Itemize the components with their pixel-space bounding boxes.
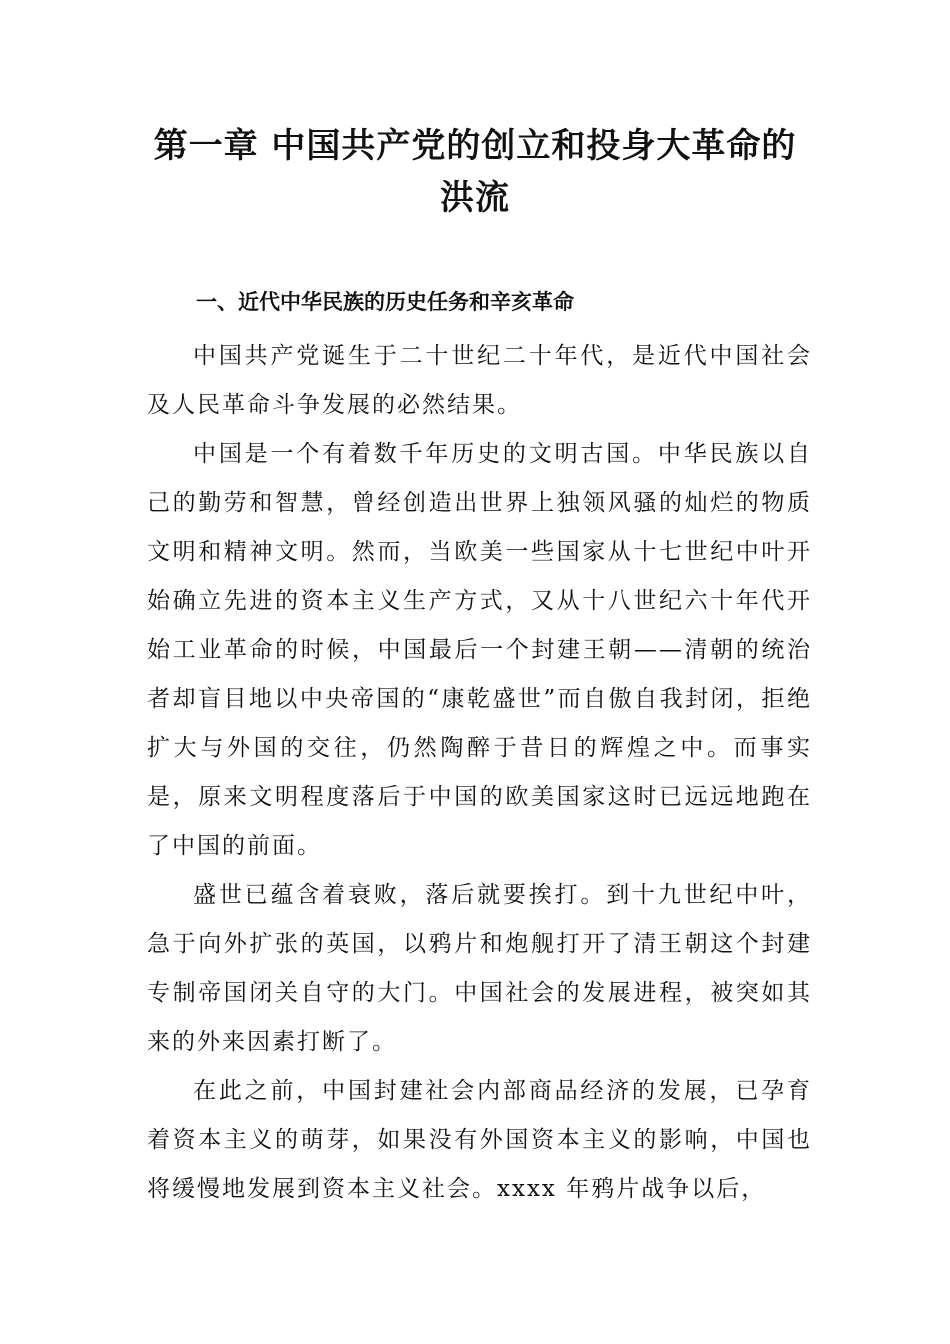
chapter-title-line-1: 第一章 中国共产党的创立和投身大革命的: [153, 126, 797, 166]
body-text: [147, 332, 812, 1214]
chapter-title: [120, 120, 830, 224]
paragraph-1: 中国共产党诞生于二十世纪二十年代，是近代中国社会及人民革命斗争发展的必然结果。: [147, 343, 812, 418]
paragraph-4: 在此之前，中国封建社会内部商品经济的发展，已孕育着资本主义的萌芽，如果没有外国资本主义的影响，中国也将缓慢地发展到资本主义社会。xxxx 年鸦片战争以后，: [147, 1078, 812, 1202]
paragraph-3: 盛世已蕴含着衰败，落后就要挨打。到十九世纪中叶，急于向外扩张的英国，以鸦片和炮舰打开了清王朝这个封建专制帝国闭关自守的大门。中国社会的发展进程，被突如其来的外来因素打断了。: [147, 882, 812, 1055]
section-heading: 一、近代中华民族的历史任务和辛亥革命: [196, 290, 574, 314]
paragraph-2: 中国是一个有着数千年历史的文明古国。中华民族以自己的勤劳和智慧，曾经创造出世界上独领风骚的灿烂的物质文明和精神文明。然而，当欧美一些国家从十七世纪中叶开始确立先进的资本主义生产方式，又从十八世纪六十年代开始工业革命的时候，中国最后一个封建王朝——清朝的统治者却盲目地以中央帝国的“康乾盛世”而自傲自我封闭，拒绝扩大与外国的交往，仍然陶醉于昔日的辉煌之中。而事实是，原来文明程度落后于中国的欧美国家这时已远远地跑在了中国的前面。: [147, 441, 812, 859]
chapter-title-line-2: 洪流: [440, 178, 510, 218]
